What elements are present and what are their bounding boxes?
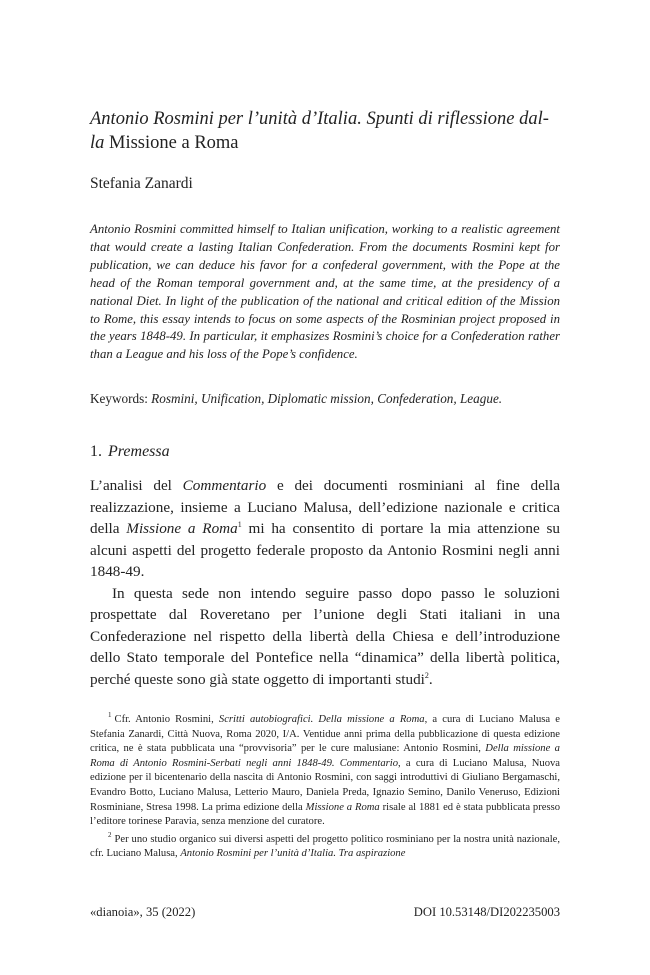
footnote-ref-2[interactable]: 2 <box>424 670 429 680</box>
fn2-italic-1: Antonio Rosmini per l’unità d’Italia. Tra aspirazione <box>180 848 406 860</box>
keywords <box>90 390 560 408</box>
fn1-text-4: risale al 1881 ed è stata pubblicata presso l’editore torinese Paravia, senza menzione del curatore. <box>90 801 560 828</box>
section-title: Premessa <box>108 443 170 460</box>
footnote-2-mark: 2 <box>108 831 112 840</box>
article-title <box>90 107 560 155</box>
keywords-value: Rosmini, Unification, Diplomatic mission, Confederation, League. <box>151 391 503 406</box>
body-text <box>90 475 560 690</box>
fn1-text-2: , a cura di Luciano Malusa e Stefania Zanardi, Città Nuova, Roma 2020, I/A. Ventidue anni prima della pubblicazione di questa edizione critica, ne è stata pubblicata una “provvisoria” per le cure malusiane: Antonio Rosmini, <box>90 714 561 755</box>
fn2-text-1: Per uno studio organico sui diversi aspetti del progetto politico rosminiano per la nostra unità nazionale, cfr. Luciano Malusa, <box>90 833 560 860</box>
footer-journal: «dianoia», 35 (2022) <box>90 905 196 919</box>
footnotes <box>90 713 560 865</box>
fn1-italic-3: Missione a Roma <box>305 801 380 813</box>
title-roman-part: Missione a Roma <box>109 133 239 153</box>
section-number: 1. <box>90 443 102 460</box>
fn1-italic-1: Scritti autobiografici. Della missione a Roma <box>218 714 425 725</box>
p1-text-3: mi ha consentito di portare la mia attenzione su alcuni aspetti del progetto federale proposto da Antonio Rosmini negli anni 1848-49. <box>90 520 560 580</box>
footnote-1-mark: 1 <box>108 711 112 720</box>
paragraph-1 <box>90 475 560 583</box>
paragraph-2 <box>90 583 560 691</box>
p2-text-2: . <box>428 670 433 688</box>
p2-text-1: In questa sede non intendo seguire passo dopo passo le soluzioni prospettate dal Roveretano per l’unione degli Stati italiani in una Confederazione nel rispetto della libertà della Chiesa e dell’introduzione dello Stato temporale del Pontefice nella “dinamica” della libertà politica, perché queste sono già state oggetto di importanti studi <box>90 584 560 688</box>
footnote-2 <box>90 833 560 862</box>
section-heading <box>90 442 170 462</box>
p1-italic-2: Missione a Roma <box>126 520 238 537</box>
footer-doi[interactable]: DOI 10.53148/DI202235003 <box>413 905 560 919</box>
abstract: Antonio Rosmini committed himself to Italian unification, working to a realistic agreement that would create a lasting Italian Confederation. From the documents Rosmini kept for publication, we can deduce his favor for a confederal government, with the Pope at the head of the Roman temporal government and, at the same time, at the presidency of a national Diet. In light of the publication of the national and critical edition of the Mission to Rome, this essay intends to focus on some aspects of the Rosminian project proposed in the years 1848-49. In particular, it emphasizes Rosmini’s choice for a Confederation rather than a League and his loss of the Pope’s confidence. <box>90 222 560 362</box>
p1-text-1: L’analisi del <box>90 477 183 494</box>
p1-italic-1: Commentario <box>182 477 267 494</box>
keywords-label: Keywords: <box>90 391 148 406</box>
p1-text-2: e dei documenti rosminiani al fine della realizzazione, insieme a Luciano Malusa, dell’edizione nazionale e critica della <box>90 477 560 537</box>
title-italic-part: Antonio Rosmini per l’unità d’Italia. Spunti di riflessione dal-la <box>90 109 549 153</box>
footnote-ref-1[interactable]: 1 <box>237 519 242 529</box>
fn1-text-3: , a cura di Luciano Malusa, Nuova edizione per il bicentenario della nascita di Antonio Rosmini, con saggi introduttivi di Giuliano Bergamaschi, Evandro Botto, Luciano Malusa, Letterio Mauro, Daniela Preda, Ignazio Semino, Danilo Veneruso, Edizioni Rosminiane, Stresa 1998. La prima edizione della <box>90 757 560 813</box>
fn1-text-1: Cfr. Antonio Rosmini, <box>114 714 219 725</box>
footnote-1 <box>90 713 560 830</box>
fn1-italic-2: Della missione a Roma di Antonio Rosmini-Serbati negli anni 1848-49. Commentario <box>90 743 560 769</box>
author-name: Stefania Zanardi <box>90 175 193 192</box>
